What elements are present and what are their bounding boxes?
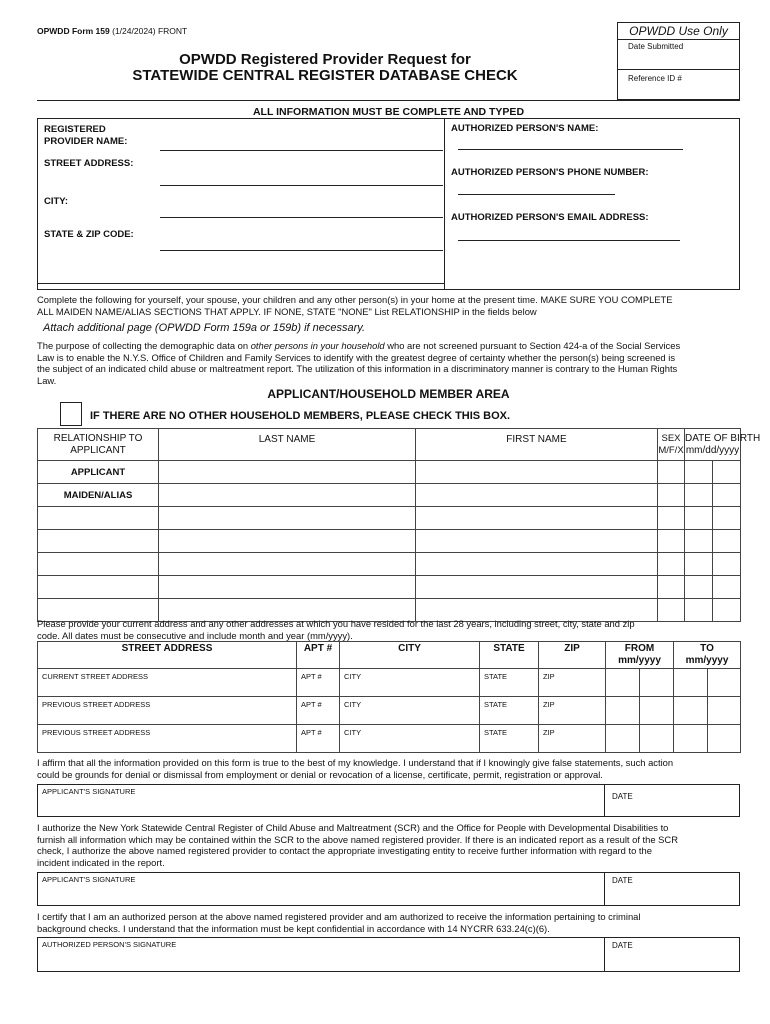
zip-cell[interactable]: ZIP (539, 669, 606, 697)
address-row (38, 725, 741, 753)
household-row (38, 507, 741, 530)
auth-phone-label: AUTHORIZED PERSON'S PHONE NUMBER: (451, 167, 649, 178)
zip-cell[interactable]: ZIP (539, 725, 606, 753)
col-to: TO mm/yyyy (674, 642, 741, 669)
col-first-name: FIRST NAME (416, 429, 658, 461)
instruction-paragraph (37, 294, 747, 317)
cell[interactable] (159, 553, 416, 576)
authorize-paragraph (37, 822, 747, 868)
cell[interactable] (685, 461, 713, 484)
form-number: OPWDD Form 159 (37, 26, 110, 36)
instruction-line-1: Complete the following for yourself, your spouse, your children and any other person(s) in your home at the present time. MAKE SURE YOU COMPLETE (37, 294, 673, 305)
cell[interactable] (713, 484, 741, 507)
office-use-heading: OPWDD Use Only (618, 23, 739, 40)
affirm-paragraph (37, 757, 747, 780)
address-row (38, 669, 741, 697)
affirm-line-1: I affirm that all the information provided on this form is true to the best of my knowledge. I understand that if I knowingly give false statements, such action (37, 757, 674, 768)
provider-name-label-1: REGISTERED (44, 124, 106, 135)
affirm-signature-box[interactable] (37, 784, 740, 817)
cell[interactable] (416, 484, 658, 507)
cell[interactable] (658, 507, 685, 530)
purpose-text-1: The purpose of collecting the demographic data on (37, 340, 251, 351)
title-line-2: STATEWIDE CENTRAL REGISTER DATABASE CHECK (132, 67, 518, 84)
household-row (38, 576, 741, 599)
office-divider (618, 69, 739, 70)
street-address-label: STREET ADDRESS: (44, 158, 134, 169)
apt-cell[interactable]: APT # (297, 669, 340, 697)
attach-note: Attach additional page (OPWDD Form 159a or 159b) if necessary. (43, 322, 366, 334)
auth-name-field[interactable] (458, 149, 683, 150)
auth-phone-field[interactable] (458, 194, 615, 195)
purpose-italic: other persons in your household (250, 340, 385, 351)
auth-name-label: AUTHORIZED PERSON'S NAME: (451, 123, 599, 134)
from-year-cell[interactable] (640, 725, 674, 753)
street-cell[interactable]: PREVIOUS STREET ADDRESS (38, 725, 297, 753)
provider-name-field[interactable] (160, 150, 443, 151)
purpose-text-5: Law. (37, 374, 57, 386)
to-month-cell[interactable] (674, 669, 708, 697)
cell[interactable] (416, 530, 658, 553)
signature-divider (604, 785, 605, 816)
col-city: CITY (340, 642, 480, 669)
cell[interactable] (713, 576, 741, 599)
apt-cell[interactable]: APT # (297, 697, 340, 725)
street-cell[interactable]: PREVIOUS STREET ADDRESS (38, 697, 297, 725)
to-year-cell[interactable] (708, 697, 741, 725)
from-year-cell[interactable] (640, 697, 674, 725)
cell[interactable] (159, 576, 416, 599)
cell[interactable] (38, 553, 159, 576)
cell[interactable] (38, 507, 159, 530)
reference-id-label: Reference ID # (628, 74, 682, 83)
title-line-1: OPWDD Registered Provider Request for (179, 51, 471, 68)
street-address-field[interactable] (160, 185, 443, 186)
cell[interactable] (159, 507, 416, 530)
cell[interactable] (658, 484, 685, 507)
cell[interactable] (38, 530, 159, 553)
household-row-applicant (38, 461, 741, 484)
cell[interactable] (713, 461, 741, 484)
auth-email-label: AUTHORIZED PERSON'S EMAIL ADDRESS: (451, 212, 649, 223)
date-submitted-label: Date Submitted (628, 42, 684, 51)
header-rule (37, 100, 740, 101)
city-label: CITY: (44, 196, 69, 207)
date-label: DATE (612, 792, 633, 801)
to-month-cell[interactable] (674, 697, 708, 725)
col-apt: APT # (297, 642, 340, 669)
cell[interactable] (713, 507, 741, 530)
cell[interactable] (685, 553, 713, 576)
signature-divider (604, 873, 605, 905)
city-cell[interactable]: CITY (340, 669, 480, 697)
cell[interactable] (159, 484, 416, 507)
city-field[interactable] (160, 217, 443, 218)
authorize-line-3: check, I authorize the above named registered provider to contact the appropriate investigating entity to receive further information with regard to the (37, 845, 652, 856)
address-table (37, 641, 741, 753)
city-cell[interactable]: CITY (340, 725, 480, 753)
signature-divider (604, 938, 605, 971)
cell[interactable] (658, 576, 685, 599)
authorize-signature-box[interactable] (37, 872, 740, 906)
state-cell[interactable]: STATE (480, 669, 539, 697)
address-intro (37, 618, 747, 641)
purpose-text-2: who are not screened pursuant to Section 424-a of the Social Services (384, 340, 681, 351)
col-zip: ZIP (539, 642, 606, 669)
address-header-row (38, 642, 741, 669)
purpose-paragraph (37, 340, 747, 386)
date-label: DATE (612, 941, 633, 950)
purpose-text-3: Law is to enable the N.Y.S. Office of Children and Family Services to identify with the greatest degree of certainty whether the person(s) being screened is (37, 351, 676, 363)
city-cell[interactable]: CITY (340, 697, 480, 725)
office-use-box (617, 22, 740, 100)
col-dob: DATE OF BIRTH mm/dd/yyyy (685, 429, 741, 461)
col-street: STREET ADDRESS (38, 642, 297, 669)
certify-line-2: background checks. I understand that the information must be kept confidential in accordance with 14 NYCRR 633.24(c)(6). (37, 922, 550, 934)
household-row (38, 530, 741, 553)
to-year-cell[interactable] (708, 725, 741, 753)
provider-box (37, 118, 740, 290)
page-title (60, 52, 590, 84)
cell[interactable] (416, 507, 658, 530)
provider-bottom-line (37, 283, 444, 284)
household-title: APPLICANT/HOUSEHOLD MEMBER AREA (267, 387, 510, 401)
apt-cell[interactable]: APT # (297, 725, 340, 753)
provider-name-label-2: PROVIDER NAME: (44, 136, 128, 147)
form-date: (1/24/2024) FRONT (112, 26, 188, 36)
instruction-heading: ALL INFORMATION MUST BE COMPLETE AND TYPED (252, 106, 525, 118)
household-row-maiden (38, 484, 741, 507)
state-cell[interactable]: STATE (480, 725, 539, 753)
cell[interactable] (658, 553, 685, 576)
from-year-cell[interactable] (640, 669, 674, 697)
cell[interactable] (159, 461, 416, 484)
from-month-cell[interactable] (606, 725, 640, 753)
household-row (38, 553, 741, 576)
cell[interactable] (713, 530, 741, 553)
cell[interactable] (685, 484, 713, 507)
authorize-line-4: incident indicated in the report. (37, 856, 165, 868)
cell[interactable] (159, 530, 416, 553)
cell[interactable] (658, 530, 685, 553)
state-cell[interactable]: STATE (480, 697, 539, 725)
cell[interactable] (658, 461, 685, 484)
address-intro-2: code. All dates must be consecutive and include month and year (mm/yyyy). (37, 629, 353, 641)
to-year-cell[interactable] (708, 669, 741, 697)
provider-box-divider (444, 118, 445, 290)
cell[interactable] (416, 576, 658, 599)
no-members-checkbox[interactable] (60, 402, 82, 426)
applicant-signature-label: APPLICANT'S SIGNATURE (42, 787, 136, 796)
address-intro-1: Please provide your current address and any other addresses at which you have resided for the last 28 years, including street, city, state and zip (37, 618, 635, 629)
cell[interactable] (416, 553, 658, 576)
state-zip-field[interactable] (160, 250, 443, 251)
state-zip-label: STATE & ZIP CODE: (44, 229, 134, 240)
no-members-label: IF THERE ARE NO OTHER HOUSEHOLD MEMBERS, PLEASE CHECK THIS BOX. (90, 410, 511, 422)
from-month-cell[interactable] (606, 697, 640, 725)
household-header-row (38, 429, 741, 461)
cell[interactable] (685, 530, 713, 553)
row-label-maiden: MAIDEN/ALIAS (38, 484, 159, 507)
authorized-signature-label: AUTHORIZED PERSON'S SIGNATURE (42, 940, 177, 949)
date-label: DATE (612, 876, 633, 885)
col-state: STATE (480, 642, 539, 669)
purpose-text-4: the subject of an indicated child abuse or maltreatment report. The utilization of this information in a discriminatory manner is contrary to the Human Rights (37, 363, 678, 374)
cell[interactable] (416, 461, 658, 484)
col-sex: SEX M/F/X (658, 429, 685, 461)
zip-cell[interactable]: ZIP (539, 697, 606, 725)
form-id (37, 26, 187, 36)
certify-paragraph (37, 911, 747, 934)
auth-email-field[interactable] (458, 240, 680, 241)
applicant-signature-label: APPLICANT'S SIGNATURE (42, 875, 136, 884)
authorize-line-2: furnish all information which may be contained within the SCR to the above named registered provider. If there is an indicated report as a result of the SCR (37, 833, 678, 845)
col-last-name: LAST NAME (159, 429, 416, 461)
cell[interactable] (685, 576, 713, 599)
row-label-applicant: APPLICANT (38, 461, 159, 484)
instruction-line-2: ALL MAIDEN NAME/ALIAS SECTIONS THAT APPLY. IF NONE, STATE "NONE" List RELATIONSHIP in the fields below (37, 305, 537, 317)
cell[interactable] (685, 507, 713, 530)
from-month-cell[interactable] (606, 669, 640, 697)
certify-signature-box[interactable] (37, 937, 740, 972)
cell[interactable] (38, 576, 159, 599)
affirm-line-2: could be grounds for denial or dismissal from employment or denial or revocation of a license, certificate, permit, registration or approval. (37, 768, 603, 780)
address-row (38, 697, 741, 725)
certify-line-1: I certify that I am an authorized person at the above named registered provider and am authorized to receive the information pertaining to criminal (37, 911, 641, 922)
col-relationship: RELATIONSHIP TO APPLICANT (38, 429, 159, 461)
provider-name-label (44, 124, 127, 148)
to-month-cell[interactable] (674, 725, 708, 753)
street-cell[interactable]: CURRENT STREET ADDRESS (38, 669, 297, 697)
authorize-line-1: I authorize the New York Statewide Central Register of Child Abuse and Maltreatment (SCR) and the Office for People with Developmental Disabilities to (37, 822, 669, 833)
household-table (37, 428, 761, 622)
col-from: FROM mm/yyyy (606, 642, 674, 669)
cell[interactable] (713, 553, 741, 576)
